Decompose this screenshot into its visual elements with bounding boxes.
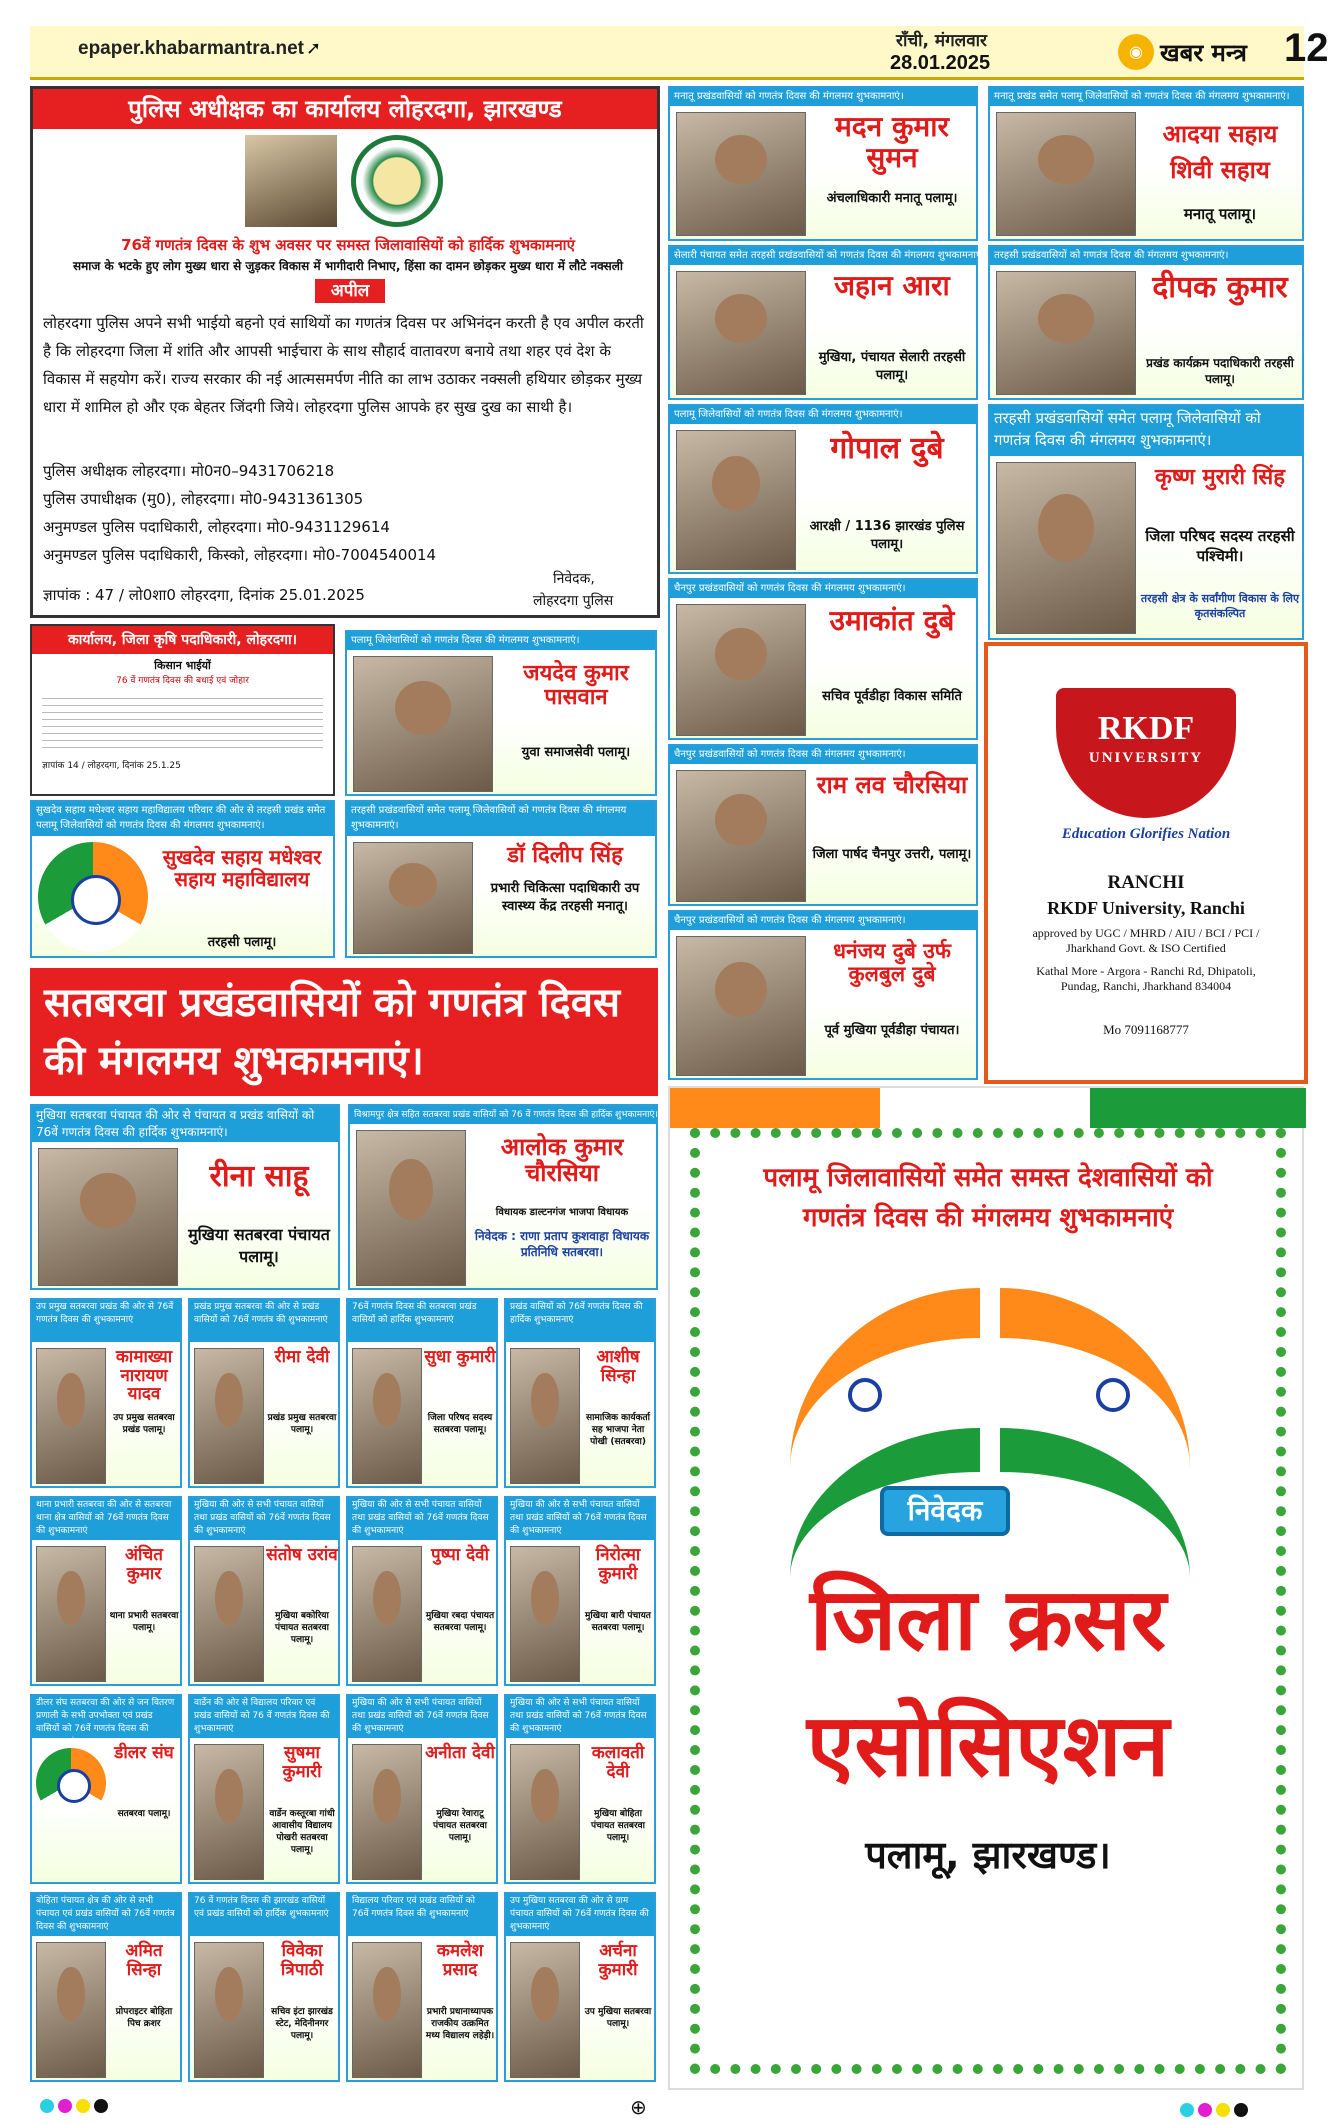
card-caption: तरहसी प्रखंडवासियों समेत पलामू जिलेवासियों को गणतंत्र दिवस की मंगलमय शुभकामनाएं। (347, 802, 655, 836)
rkdf-approved: approved by UGC / MHRD / AIU / BCI / PCI / Jharkhand Govt. & ISO Certified (1032, 926, 1260, 955)
card-caption: उप मुखिया सतबरवा की ओर से ग्राम पंचायत वासियों को 76वें गणतंत्र दिवस की शुभकामनाएं (506, 1894, 654, 1936)
agriculture-subtitle: किसान भाईयों (154, 659, 211, 672)
greeting-card (30, 1104, 340, 1290)
person-name: डॉ दिलीप सिंह (507, 843, 623, 868)
person-designation: प्रभारी चिकित्सा पदाधिकारी उप स्वास्थ्य केंद्र तरहसी मनातू। (490, 881, 640, 914)
person-photo (676, 770, 806, 902)
college-location: तरहसी पलामू। (207, 935, 277, 950)
card-caption: 76वें गणतंत्र दिवस की सतबरवा प्रखंड वासियों को हार्दिक शुभकामनाएं (348, 1300, 496, 1342)
card-caption: विश्रामपुर क्षेत्र सहित सतबरवा प्रखंड वासियों को 76 वें गणतंत्र दिवस की हार्दिक शुभकामनाएं। (350, 1106, 656, 1124)
person-designation: सामाजिक कार्यकर्ता सह भाजपा नेता पोखी (सतबरवा) (585, 1413, 651, 1448)
college-name: सुखदेव सहाय मधेश्वर सहाय महाविद्यालय (162, 845, 322, 891)
greeting-card (668, 245, 986, 400)
person-name: पुष्पा देवी (431, 1545, 489, 1565)
greeting-card (504, 1496, 656, 1686)
rkdf-ad (988, 646, 1304, 1080)
person-name: कमलेश प्रसाद (436, 1941, 484, 1980)
person-designation: मुखिया बोहिता पंचायत सतबरवा पलामू। (590, 1809, 645, 1844)
greeting-card (346, 1892, 498, 2082)
card-caption: मुखिया की ओर से सभी पंचायत वासियों तथा प्रखंड वासियों को 76वें गणतंत्र दिवस की शुभकामनाएं (348, 1696, 496, 1738)
greeting-card (668, 86, 978, 241)
greeting-card (30, 800, 335, 958)
greeting-card (188, 1496, 340, 1686)
person-designation: मुखिया बकोरिया पंचायत सतबरवा पलामू। (274, 1611, 329, 1646)
greeting-card (346, 1496, 498, 1686)
person-name: सुधा कुमारी (424, 1347, 496, 1367)
person-designation: जिला परिषद सदस्य सतबरवा पलामू। (427, 1413, 493, 1436)
jharkhand-police-emblem-icon (351, 135, 443, 227)
appeal-label: अपील (315, 279, 385, 303)
page-header (30, 26, 1329, 80)
person-name: जयदेव कुमार पासवान (523, 661, 629, 711)
greeting-card (988, 245, 1304, 400)
person-designation: प्रखंड कार्यक्रम पदाधिकारी तरहसी पलामू। (1146, 356, 1294, 387)
card-caption: वार्डेन की ओर से विद्यालय परिवार एवं प्रखंड वासियों को 76 वें गणतंत्र दिवस की शुभकामनाएं (190, 1696, 338, 1738)
agriculture-body-lines (42, 692, 323, 752)
person-designation: आरक्षी / 1136 झारखंड पुलिस पलामू। (809, 519, 965, 552)
police-signoff-1: निवेदक, (553, 571, 595, 587)
reg-dot-black-icon (94, 2099, 108, 2113)
city-day: राँची, मंगलवार (896, 31, 988, 51)
police-greeting: 76वें गणतंत्र दिवस के शुभ अवसर पर समस्त जिलावासियों को हार्दिक शुभकामनाएं (121, 236, 575, 254)
police-officer-photo (245, 135, 337, 227)
greeting-card (188, 1298, 340, 1488)
contact-sdpo-kisko: अनुमण्डल पुलिस पदाधिकारी, किस्को, लोहरदगा। मो0-7004540014 (43, 546, 437, 564)
card-caption: 76 वें गणतंत्र दिवस की झारखंड वासियों एवं प्रखंड वासियों को हार्दिक शुभकामनाएं (190, 1894, 338, 1936)
person-photo (194, 1348, 264, 1484)
card-caption: सुखदेव सहाय मधेश्वर सहाय महाविद्यालय परिवार की ओर से तरहसी प्रखंड समेत पलामू जिलेवासियों को गणतंत्र दिवस की मंगलमय शुभकामनाएं। (32, 802, 333, 836)
card-caption: प्रखंड वासियों को 76वें गणतंत्र दिवस की हार्दिक शुभकामनाएं (506, 1300, 654, 1342)
person-designation: मुखिया सतबरवा पंचायत पलामू। (188, 1225, 330, 1266)
rkdf-logo-sub: UNIVERSITY (1088, 750, 1204, 766)
person-name: कृष्ण मुरारी सिंह (1154, 465, 1285, 490)
person-name: मदन कुमार सुमन (835, 110, 949, 174)
person-name: आशीष सिन्हा (596, 1347, 640, 1386)
card-caption: उप प्रमुख सतबरवा प्रखंड की ओर से 76वें गणतंत्र दिवस की शुभकामनाएं (32, 1300, 180, 1342)
page-number: 12 (1284, 26, 1329, 70)
person-designation: प्रभारी प्रधानाध्यापक राजकीय उत्क्रमित मध्य विद्यालय लहेड़ी। (425, 2007, 495, 2042)
print-registration-marks (30, 2095, 1304, 2119)
person-name: आलोक कुमार चौरसिया (500, 1133, 624, 1188)
police-contacts (43, 457, 653, 569)
person-name: रीना साहू (209, 1159, 309, 1194)
greeting-card (188, 1892, 340, 2082)
rkdf-city: RANCHI (1107, 872, 1185, 893)
person-designation: मुखिया, पंचायत सेलारी तरहसी पलामू। (818, 350, 966, 383)
person-designation: अंचलाधिकारी मनातू पलामू। (826, 191, 958, 206)
person-photo (510, 1546, 580, 1682)
card-caption: विद्यालय परिवार एवं प्रखंड वासियों को 76वें गणतंत्र दिवस की शुभकामनाएं (348, 1894, 496, 1936)
crusher-name-2: एसोसिएशन (806, 1696, 1170, 1796)
ashoka-chakra-right-icon (1096, 1378, 1130, 1412)
reg-dot-magenta-icon (58, 2099, 72, 2113)
agriculture-title: कार्यालय, जिला कृषि पदाधिकारी, लोहरदगा। (32, 626, 333, 654)
card-caption: मुखिया की ओर से सभी पंचायत वासियों तथा प्रखंड वासियों को 76वें गणतंत्र दिवस की शुभकामनाएं (348, 1498, 496, 1540)
greeting-card (348, 1104, 658, 1290)
greeting-card (988, 86, 1304, 241)
person-photo (353, 656, 493, 792)
person-name: रीमा देवी (274, 1347, 330, 1367)
person-photo (996, 462, 1136, 634)
person-photo (676, 604, 806, 736)
card-caption: तरहसी प्रखंडवासियों समेत पलामू जिलेवासियों को गणतंत्र दिवस की मंगलमय शुभकामनाएं। (990, 406, 1302, 456)
person-name: धनंजय दुबे उर्फ कुलबुल दुबे (833, 939, 951, 987)
person-name: दीपक कुमार (1152, 270, 1288, 305)
children-photo (996, 112, 1136, 236)
person-name: डीलर संघ (114, 1743, 174, 1763)
epaper-url[interactable]: epaper.khabarmantra.net (78, 38, 304, 59)
card-caption: मुखिया की ओर से सभी पंचायत वासियों तथा प्रखंड वासियों को 76वें गणतंत्र दिवस की शुभकामनाएं (506, 1498, 654, 1540)
contact-dsp: पुलिस उपाधीक्षक (मु0), लोहरदगा। मो0-9431361305 (43, 490, 364, 508)
person-name: अमित सिन्हा (125, 1941, 163, 1980)
rkdf-name: RKDF University, Ranchi (1047, 898, 1245, 918)
person-photo (352, 1744, 422, 1880)
person-designation: विधायक डाल्टनगंज भाजपा विधायक (495, 1207, 629, 1218)
greeting-card (668, 744, 978, 906)
person-designation: सचिव पूर्वडीहा विकास समिति (822, 689, 962, 704)
card-caption: डीलर संघ सतबरवा की ओर से जन वितरण प्रणाली के सभी उपभोक्ता एवं प्रखंड वासियों को 76वें गणतंत्र दिवस की शुभकामनाएं (32, 1696, 180, 1738)
person-photo (194, 1546, 264, 1682)
crusher-greeting: पलामू जिलावासियों समेत समस्त देशवासियों को गणतंत्र दिवस की मंगलमय शुभकामनाएं (763, 1163, 1213, 1233)
person-designation: मुखिया रेवाराटू पंचायत सतबरवा पलामू। (432, 1809, 487, 1844)
person-designation: प्रोपराइटर बोहिता पिच क्रशर (115, 2007, 173, 2030)
nivedak-line: निवेदक : राणा प्रताप कुशवाहा विधायक प्रतिनिधि सतबरवा। (474, 1229, 650, 1260)
newspaper-logo-icon: ◉ (1118, 34, 1154, 70)
greeting-card (30, 1694, 182, 1884)
person-name: कामाख्या नारायण यादव (115, 1347, 173, 1405)
contact-sdpo-lohardaga: अनुमण्डल पुलिस पदाधिकारी, लोहरदगा। मो0-9431129614 (43, 518, 390, 536)
person-photo (510, 1744, 580, 1880)
person-name: अनीता देवी (425, 1743, 495, 1763)
greeting-card (346, 1694, 498, 1884)
crusher-place: पलामू, झारखण्ड। (865, 1833, 1111, 1877)
card-caption: पलामू जिलेवासियों को गणतंत्र दिवस की मंगलमय शुभकामनाएं। (347, 632, 655, 650)
card-caption: चैनपुर प्रखंडवासियों को गणतंत्र दिवस की मंगलमय शुभकामनाएं। (670, 912, 976, 930)
person-name: विवेका त्रिपाठी (280, 1941, 324, 1980)
person-photo (352, 1942, 422, 2078)
greeting-card (504, 1694, 656, 1884)
person-photo (353, 842, 473, 954)
card-caption: मुखिया सतबरवा पंचायत की ओर से पंचायत व प्रखंड वासियों को 76वें गणतंत्र दिवस की हार्दिक शुभकामनाएं। (32, 1106, 338, 1142)
person-designation: जिला पार्षद चैनपुर उत्तरी, पलामू। (812, 847, 972, 862)
reg-dot-magenta-icon (1198, 2103, 1212, 2117)
tricolor-ribbon-top (670, 1088, 1306, 1128)
greeting-card (345, 630, 657, 796)
person-photo (352, 1348, 422, 1484)
ashoka-chakra-icon (36, 1748, 106, 1818)
card-caption: पलामू जिलेवासियों को गणतंत्र दिवस की मंगलमय शुभकामनाएं। (670, 406, 976, 424)
rkdf-address: Kathal More - Argora - Ranchi Rd, Dhipatoli, Pundag, Ranchi, Jharkhand 834004 (1036, 964, 1256, 993)
person-photo (676, 936, 806, 1076)
card-caption: मनातू प्रखंड समेत पलामू जिलेवासियों को गणतंत्र दिवस की मंगलमय शुभकामनाएं। (990, 88, 1302, 106)
card-caption: मुखिया की ओर से सभी पंचायत वासियों तथा प्रखंड वासियों को 76वें गणतंत्र दिवस की शुभकामनाएं (506, 1696, 654, 1738)
person-photo (510, 1348, 580, 1484)
card-caption: चैनपुर प्रखंडवासियों को गणतंत्र दिवस की मंगलमय शुभकामनाएं। (670, 580, 976, 598)
police-appeal-body: लोहरदगा पुलिस अपने सभी भाईयो बहनो एवं साथियों का गणतंत्र दिवस पर अभिनंदन करती है एव अपील करती है कि लोहरदगा जिला में शांति और आपसी भाईचारा के साथ सौहार्द वातावरण बनाये तथा शहर एवं देश के विकास में सहयोग करें। राज्य सरकार की नई आत्मसमर्पण नीति का लाभ उठाकर नक्सली हथियार छोड़कर मुख्य धारा में शामिल हो और एक बेहतर जिंदगी जिये। लोहरदगा पुलिस आपके हर सुख दुख का साथी है। (43, 314, 644, 416)
satbarwa-banner: सतबरवा प्रखंडवासियों को गणतंत्र दिवस की मंगलमय शुभकामनाएं। (30, 968, 658, 1096)
agriculture-reference: ज्ञापांक 14 / लोहरदगा, दिनांक 25.1.25 (42, 761, 181, 771)
greeting-card (668, 404, 978, 574)
person-photo (36, 1546, 106, 1682)
children-names: आदया सहाय शिवी सहाय (1162, 120, 1278, 184)
greeting-card (668, 910, 978, 1080)
person-photo (676, 430, 796, 570)
person-name: सुषमा कुमारी (282, 1743, 322, 1782)
reg-dot-yellow-icon (1216, 2103, 1230, 2117)
person-designation: युवा समाजसेवी पलामू। (521, 745, 631, 760)
person-designation: सचिव इंटा झारखंड स्टेट, मेदिनीनगर पलामू। (271, 2007, 333, 2042)
person-designation: उप मुखिया सतबरवा पलामू। (584, 2007, 652, 2030)
person-photo (194, 1942, 264, 2078)
police-message-line: समाज के भटके हुए लोग मुख्य धारा से जुड़कर विकास में भागीदारी निभाए, हिंसा का दामन छोड़कर मुख्य धारा में लौटे नक्सली (73, 259, 623, 273)
card-caption: सेलारी पंचायत समेत तरहसी प्रखंडवासियों को गणतंत्र दिवस की मंगलमय शुभकामनाएं। (670, 247, 976, 265)
person-designation: उप प्रमुख सतबरवा प्रखंड पलामू। (113, 1413, 175, 1436)
agriculture-notice (30, 624, 335, 796)
person-designation: मुखिया बारी पंचायत सतबरवा पलामू। (585, 1611, 651, 1634)
rkdf-logo-text: RKDF (1097, 710, 1195, 747)
card-caption: मनातू प्रखंडवासियों को गणतंत्र दिवस की मंगलमय शुभकामनाएं। (670, 88, 976, 106)
person-photo (36, 1348, 106, 1484)
person-photo (36, 1942, 106, 2078)
card-caption: थाना प्रभारी सतबरवा की ओर से सतबरवा थाना क्षेत्र वासियों को 76वें गणतंत्र दिवस की शुभकामनाएं (32, 1498, 180, 1540)
police-notice-title: पुलिस अधीक्षक का कार्यालय लोहरदगा, झारखण्ड (33, 89, 657, 129)
greeting-card (988, 404, 1304, 640)
person-name: संतोष उरांव (266, 1545, 338, 1565)
rkdf-arc-motto: Education Glorifies Nation (1061, 826, 1231, 842)
person-name: राम लव चौरसिया (816, 771, 968, 799)
police-reference: ज्ञापांक : 47 / लो0शा0 लोहरदगा, दिनांक 25.01.2025 (43, 586, 365, 604)
police-signoff-2: लोहरदगा पुलिस (533, 593, 614, 609)
person-photo (352, 1546, 422, 1682)
greeting-card (345, 800, 657, 958)
rkdf-mobile: Mo 7091168777 (1103, 1022, 1189, 1037)
newspaper-brand: खबर मन्त्र (1160, 39, 1247, 67)
greeting-card (188, 1694, 340, 1884)
card-caption: तरहसी प्रखंडवासियों को गणतंत्र दिवस की मंगलमय शुभकामनाएं। (990, 247, 1302, 265)
person-name: निरोत्मा कुमारी (595, 1545, 641, 1584)
card-caption: चैनपुर प्रखंडवासियों को गणतंत्र दिवस की मंगलमय शुभकामनाएं। (670, 746, 976, 764)
person-designation: पूर्व मुखिया पूर्वडीहा पंचायत। (824, 1023, 960, 1038)
contact-sp: पुलिस अधीक्षक लोहरदगा। मो0न0–9431706218 (43, 462, 335, 480)
card-caption: मुखिया की ओर से सभी पंचायत वासियों तथा प्रखंड वासियों को 76वें गणतंत्र दिवस की शुभकामनाएं (190, 1498, 338, 1540)
person-designation: थाना प्रभारी सतबरवा पलामू। (109, 1611, 179, 1634)
agriculture-line: 76 वें गणतंत्र दिवस की बधाई एवं जोहार (116, 676, 249, 686)
person-designation: प्रखंड प्रमुख सतबरवा पलामू। (267, 1413, 337, 1436)
ashoka-chakra-left-icon (848, 1378, 882, 1412)
person-tagline: तरहसी क्षेत्र के सर्वांगीण विकास के लिए कृतसंकल्पित (1140, 592, 1300, 620)
person-name: गोपाल दुबे (830, 431, 944, 466)
greeting-card (346, 1298, 498, 1488)
person-photo (356, 1130, 466, 1286)
greeting-card (30, 1496, 182, 1686)
reg-dot-yellow-icon (76, 2099, 90, 2113)
reg-dot-black-icon (1234, 2103, 1248, 2117)
person-designation: जिला परिषद सदस्य तरहसी पश्चिमी। (1145, 527, 1295, 566)
person-name: जहान आरा (834, 269, 950, 302)
person-name: उमाकांत दुबे (829, 604, 955, 637)
greeting-card (504, 1892, 656, 2082)
reg-dots-right (1180, 2099, 1252, 2118)
greeting-card (668, 578, 978, 740)
card-caption: बोहिता पंचायत क्षेत्र की ओर से सभी पंचायत एवं प्रखंड वासियों को 76वें गणतंत्र दिवस की शुभकामनाएं (32, 1894, 180, 1936)
greeting-card (30, 1892, 182, 2082)
person-photo (194, 1744, 264, 1880)
person-designation: मुखिया रबदा पंचायत सतबरवा पलामू। (425, 1611, 495, 1634)
greeting-card (504, 1298, 656, 1488)
person-designation: सतबरवा पलामू। (117, 1809, 171, 1819)
person-name: अंचित कुमार (125, 1545, 163, 1584)
greeting-grid (30, 1298, 658, 2090)
nivedak-badge: निवेदक (880, 1486, 1010, 1536)
person-designation: वार्डेन कस्तूरबा गांधी आवासीय विद्यालय पोखरी सतबरवा पलामू। (269, 1809, 335, 1856)
reg-dot-cyan-icon (40, 2099, 54, 2113)
crusher-association-ad (668, 1086, 1304, 2090)
person-name: अर्चना कुमारी (598, 1941, 638, 1980)
person-name: कलावती देवी (591, 1743, 645, 1782)
ashoka-chakra-icon (38, 842, 148, 952)
person-photo (510, 1942, 580, 2078)
card-caption: प्रखंड प्रमुख सतबरवा की ओर से प्रखंड वासियों को 76वें गणतंत्र की शुभकामनाएं (190, 1300, 338, 1342)
person-photo (996, 271, 1136, 395)
cursor-icon: ➚ (306, 38, 322, 59)
person-photo (676, 271, 806, 395)
greeting-card (30, 1298, 182, 1488)
crosshair-icon: ⊕ (630, 2095, 647, 2119)
issue-date: 28.01.2025 (890, 52, 991, 74)
reg-dot-cyan-icon (1180, 2103, 1194, 2117)
children-location: मनातू पलामू। (1183, 205, 1257, 223)
person-photo (38, 1148, 178, 1286)
police-notice (30, 86, 660, 618)
person-photo (676, 112, 806, 236)
crusher-name-1: जिला क्रसर (810, 1570, 1166, 1670)
